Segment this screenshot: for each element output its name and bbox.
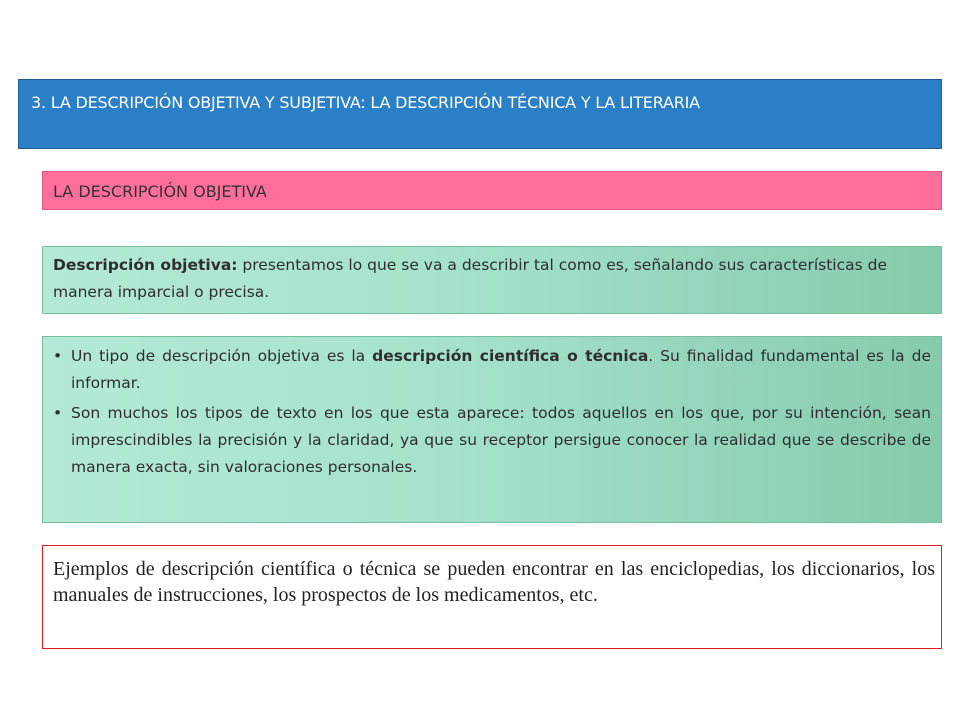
examples-text: Ejemplos de descripción científica o técnica se pueden encontrar en las enciclopedias, los diccionarios, los manuales de instrucciones, los prospectos de los medicamentos, etc.	[53, 558, 935, 606]
section-heading-text: LA DESCRIPCIÓN OBJETIVA	[53, 182, 267, 201]
bullet-dot-icon: •	[53, 404, 63, 422]
bullet-item-technical-description	[51, 343, 931, 397]
examples-block	[42, 545, 942, 649]
bullet-bold-term: descripción científica o técnica	[372, 347, 649, 365]
bullet-item-text-types	[51, 400, 931, 481]
definition-text: presentamos lo que se va a describir tal como es, señalando sus características de manera imparcial o precisa.	[53, 256, 887, 301]
slide-title	[18, 79, 942, 149]
slide-title-text: 3. LA DESCRIPCIÓN OBJETIVA Y SUBJETIVA: LA DESCRIPCIÓN TÉCNICA Y LA LITERARIA	[31, 93, 700, 112]
bullet-dot-icon: •	[53, 347, 63, 365]
bullet-text-after: . Su finalidad fundamental es la de informar.	[71, 347, 932, 392]
bullet-text: Son muchos los tipos de texto en los que esta aparece: todos aquellos en los que, por su intención, sean imprescindibles la precisión y la claridad, ya que su receptor persigue conocer la realidad que se describe de manera exacta, sin valoraciones personales.	[71, 404, 931, 476]
definition-block	[42, 246, 942, 314]
definition-term: Descripción objetiva:	[53, 256, 238, 274]
bullet-text-before: Un tipo de descripción objetiva es la	[71, 347, 373, 365]
bullet-list	[42, 336, 942, 523]
section-heading	[42, 171, 942, 210]
